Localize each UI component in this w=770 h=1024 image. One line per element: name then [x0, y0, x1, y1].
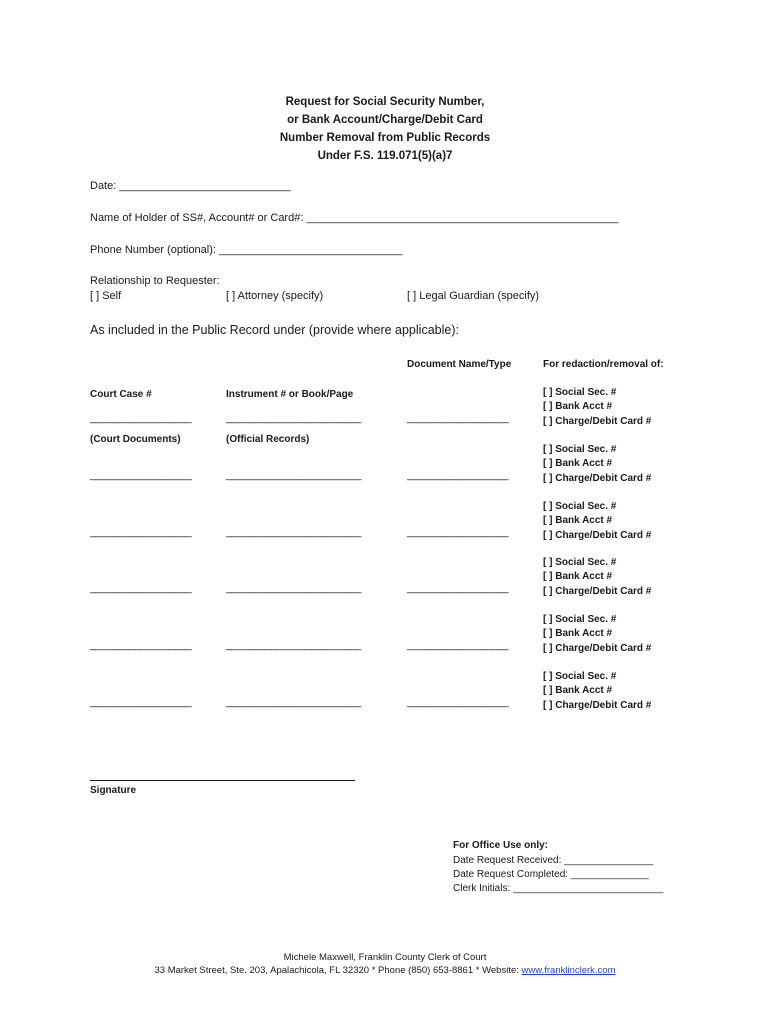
footer-address-text: 33 Market Street, Ste. 203, Apalachicola, FL 32320 * Phone (850) 653-8861 * Website: — [154, 965, 522, 976]
date-received-field[interactable]: Date Request Received: ________________ — [453, 855, 654, 866]
bank-acct-checkbox[interactable]: [ ] Bank Acct # — [543, 685, 613, 697]
instrument-blank[interactable]: ________________________ — [226, 696, 361, 708]
social-sec-checkbox[interactable]: [ ] Social Sec. # — [543, 557, 617, 568]
title-line-4: Under F.S. 119.071(5)(a)7 — [317, 150, 453, 162]
title-line-1: Request for Social Security Number, — [285, 96, 485, 108]
charge-debit-card-checkbox[interactable]: [ ] Charge/Debit Card # — [543, 699, 652, 711]
signature-line[interactable] — [90, 780, 355, 781]
relationship-guardian-checkbox[interactable]: [ ] Legal Guardian (specify) — [407, 290, 540, 302]
instrument-blank[interactable]: ________________________ — [226, 469, 361, 481]
charge-debit-card-checkbox[interactable]: [ ] Charge/Debit Card # — [543, 472, 652, 484]
relationship-self-checkbox[interactable]: [ ] Self — [90, 290, 122, 302]
title-line-3: Number Removal from Public Records — [279, 132, 491, 144]
instrument-blank[interactable]: ________________________ — [226, 412, 361, 424]
document-blank[interactable]: __________________ — [407, 639, 509, 651]
document-header: Document Name/Type — [407, 359, 512, 370]
social-sec-checkbox[interactable]: [ ] Social Sec. # — [543, 614, 617, 625]
document-blank[interactable]: __________________ — [407, 526, 509, 538]
instrument-blank[interactable]: ________________________ — [226, 526, 361, 538]
instrument-header — [226, 357, 353, 462]
instrument-header-line-1: Instrument # or Book/Page — [226, 389, 354, 400]
social-sec-checkbox[interactable]: [ ] Social Sec. # — [543, 671, 617, 682]
court-case-blank[interactable]: __________________ — [90, 526, 192, 538]
date-completed-field[interactable]: Date Request Completed: ______________ — [453, 869, 649, 880]
instrument-blank[interactable]: ________________________ — [226, 639, 361, 651]
court-case-blank[interactable]: __________________ — [90, 582, 192, 594]
social-sec-checkbox[interactable]: [ ] Social Sec. # — [543, 501, 617, 512]
relationship-attorney-checkbox[interactable]: [ ] Attorney (specify) — [226, 290, 324, 302]
charge-debit-card-checkbox[interactable]: [ ] Charge/Debit Card # — [543, 415, 652, 427]
charge-debit-card-checkbox[interactable]: [ ] Charge/Debit Card # — [543, 585, 652, 597]
court-case-blank[interactable]: __________________ — [90, 696, 192, 708]
document-blank[interactable]: __________________ — [407, 582, 509, 594]
holder-name-field[interactable]: Name of Holder of SS#, Account# or Card#: ___________________________________________________ — [90, 212, 619, 224]
bank-acct-checkbox[interactable]: [ ] Bank Acct # — [543, 458, 613, 470]
court-case-header-line-1: Court Case # — [90, 389, 152, 400]
court-case-header-line-2: (Court Documents) — [90, 434, 181, 445]
website-link[interactable]: www.franklinclerk.com — [521, 965, 616, 976]
bank-acct-checkbox[interactable]: [ ] Bank Acct # — [543, 401, 613, 413]
signature-label: Signature — [90, 785, 137, 796]
court-case-header — [90, 357, 181, 462]
relationship-label: Relationship to Requester: — [90, 275, 220, 287]
bank-acct-checkbox[interactable]: [ ] Bank Acct # — [543, 628, 613, 640]
charge-debit-card-checkbox[interactable]: [ ] Charge/Debit Card # — [543, 529, 652, 541]
clerk-initials-field[interactable]: Clerk Initials: ___________________________ — [453, 883, 664, 894]
bank-acct-checkbox[interactable]: [ ] Bank Acct # — [543, 571, 613, 583]
footer-clerk-name: Michele Maxwell, Franklin County Clerk of Court — [283, 952, 487, 963]
phone-field[interactable]: Phone Number (optional): ______________________________ — [90, 244, 403, 256]
instrument-header-line-2: (Official Records) — [226, 434, 310, 445]
court-case-blank[interactable]: __________________ — [90, 469, 192, 481]
document-blank[interactable]: __________________ — [407, 469, 509, 481]
social-sec-checkbox[interactable]: [ ] Social Sec. # — [543, 444, 617, 455]
court-case-blank[interactable]: __________________ — [90, 639, 192, 651]
court-case-blank[interactable]: __________________ — [90, 412, 192, 424]
public-record-intro: As included in the Public Record under (provide where applicable): — [90, 323, 459, 337]
charge-debit-card-checkbox[interactable]: [ ] Charge/Debit Card # — [543, 642, 652, 654]
social-sec-checkbox[interactable]: [ ] Social Sec. # — [543, 387, 617, 398]
footer-address — [0, 965, 770, 976]
title-line-2: or Bank Account/Charge/Debit Card — [287, 114, 483, 126]
redaction-header: For redaction/removal of: — [543, 359, 664, 370]
date-field[interactable]: Date: ____________________________ — [90, 180, 291, 192]
document-blank[interactable]: __________________ — [407, 696, 509, 708]
document-blank[interactable]: __________________ — [407, 412, 509, 424]
bank-acct-checkbox[interactable]: [ ] Bank Acct # — [543, 515, 613, 527]
instrument-blank[interactable]: ________________________ — [226, 582, 361, 594]
office-use-heading: For Office Use only: — [453, 840, 549, 851]
